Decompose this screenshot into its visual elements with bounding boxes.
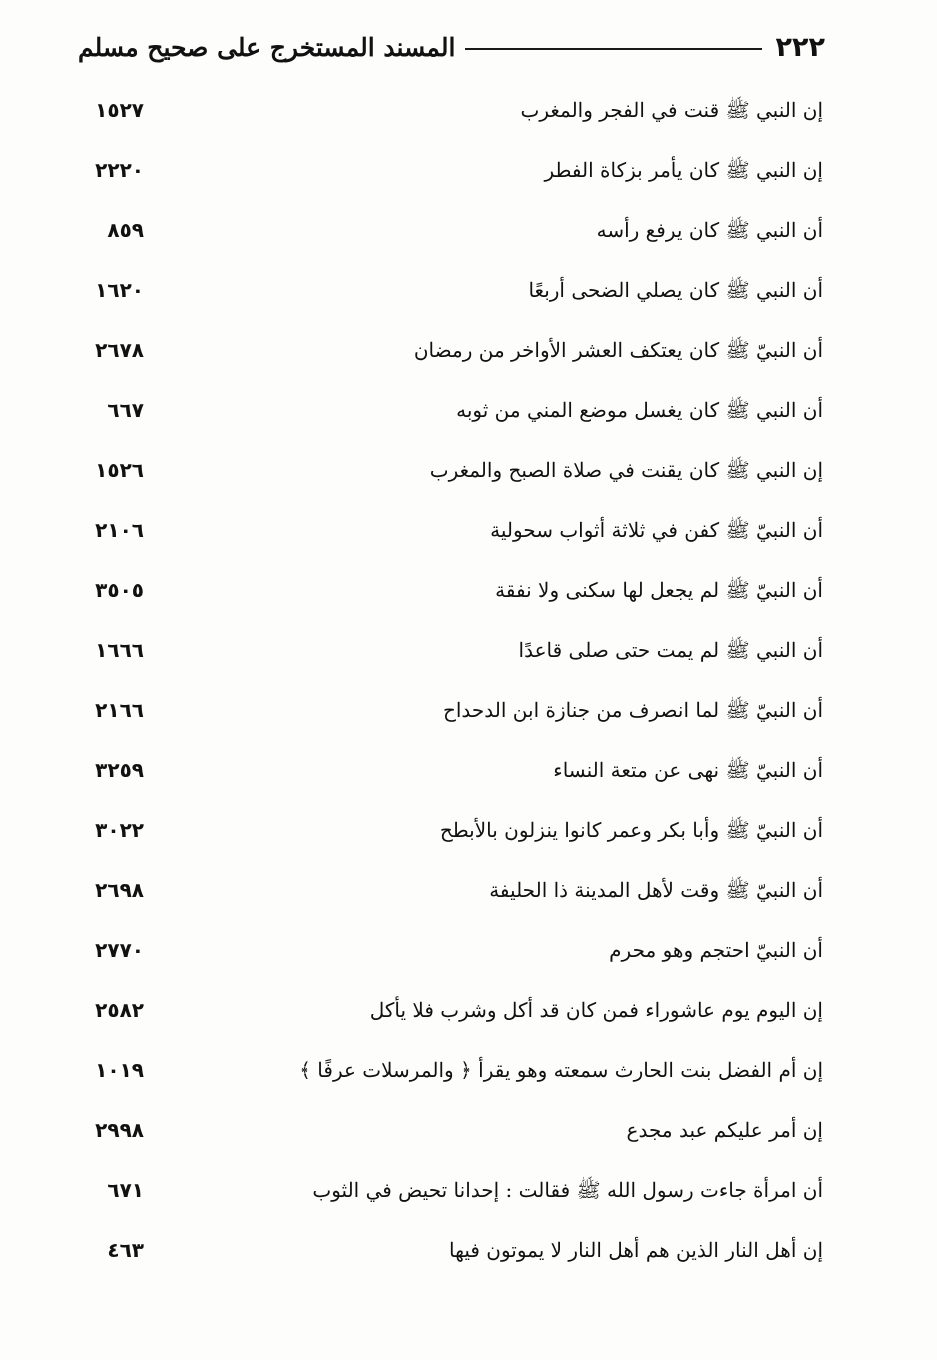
index-entry <box>84 500 823 560</box>
index-entry <box>84 260 823 320</box>
entry-number: ٢١٦٦ <box>95 698 144 722</box>
entry-text: إن النبي ﷺ قنت في الفجر والمغرب <box>520 98 823 122</box>
entry-text: أن النبيّ ﷺ وأبا بكر وعمر كانوا ينزلون بالأبطح <box>439 818 823 842</box>
entry-text: إن أم الفضل بنت الحارث سمعته وهو يقرأ ﴿ والمرسلات عرفًا ﴾ <box>299 1058 823 1082</box>
entry-text: أن النبي ﷺ كان يرفع رأسه <box>596 218 823 242</box>
entry-text: إن أهل النار الذين هم أهل النار لا يموتون فيها <box>449 1238 823 1262</box>
entry-text: إن اليوم يوم عاشوراء فمن كان قد أكل وشرب فلا يأكل <box>369 998 823 1022</box>
entry-number: ٣٢٥٩ <box>95 758 144 782</box>
index-entry <box>84 1160 823 1220</box>
entry-text: إن أمر عليكم عبد مجدع <box>626 1118 823 1142</box>
entry-text: أن النبيّ احتجم وهو محرم <box>609 938 823 962</box>
index-entry <box>84 680 823 740</box>
entry-text: أن النبيّ ﷺ كفن في ثلاثة أثواب سحولية <box>490 518 823 542</box>
running-head <box>78 22 825 72</box>
index-entry <box>84 980 823 1040</box>
entry-number: ١٠١٩ <box>95 1058 144 1082</box>
entry-text: أن النبيّ ﷺ نهى عن متعة النساء <box>553 758 823 782</box>
entry-number: ١٦٦٦ <box>95 638 144 662</box>
entry-number: ٦٦٧ <box>107 398 144 422</box>
page-number: ٢٢٢ <box>775 31 825 63</box>
entry-number: ٢٦٩٨ <box>95 878 144 902</box>
index-entry <box>84 380 823 440</box>
entry-number: ٢٢٢٠ <box>95 158 144 182</box>
index-entry <box>84 860 823 920</box>
index-entry <box>84 1040 823 1100</box>
entry-number: ٢١٠٦ <box>95 518 144 542</box>
entry-text: أن النبيّ ﷺ لم يجعل لها سكنى ولا نفقة <box>495 578 823 602</box>
hadith-index-list <box>84 80 823 1280</box>
index-entry <box>84 80 823 140</box>
entry-number: ٢٥٨٢ <box>95 998 144 1022</box>
index-entry <box>84 920 823 980</box>
book-title: المسند المستخرج على صحيح مسلم <box>78 32 456 62</box>
index-entry <box>84 1220 823 1280</box>
entry-text: أن النبي ﷺ لم يمت حتى صلى قاعدًا <box>518 638 823 662</box>
entry-text: إن النبي ﷺ كان يأمر بزكاة الفطر <box>544 158 823 182</box>
header-rule <box>465 48 761 50</box>
entry-number: ١٥٢٧ <box>95 98 144 122</box>
entry-number: ٢٩٩٨ <box>95 1118 144 1142</box>
entry-text: أن النبي ﷺ كان يصلي الضحى أربعًا <box>528 278 823 302</box>
entry-number: ٢٧٧٠ <box>95 938 144 962</box>
index-entry <box>84 800 823 860</box>
entry-number: ١٦٢٠ <box>95 278 144 302</box>
index-entry <box>84 560 823 620</box>
index-entry <box>84 320 823 380</box>
index-entry <box>84 140 823 200</box>
entry-number: ١٥٢٦ <box>95 458 144 482</box>
index-entry <box>84 740 823 800</box>
entry-text: إن النبي ﷺ كان يقنت في صلاة الصبح والمغرب <box>429 458 823 482</box>
entry-number: ٢٦٧٨ <box>95 338 144 362</box>
entry-text: أن النبي ﷺ كان يغسل موضع المني من ثوبه <box>456 398 823 422</box>
entry-number: ٤٦٣ <box>107 1238 144 1262</box>
index-entry <box>84 620 823 680</box>
entry-number: ٦٧١ <box>107 1178 144 1202</box>
entry-text: أن النبيّ ﷺ كان يعتكف العشر الأواخر من رمضان <box>413 338 823 362</box>
entry-number: ٨٥٩ <box>107 218 144 242</box>
index-entry <box>84 200 823 260</box>
entry-number: ٣٥٠٥ <box>95 578 144 602</box>
entry-text: أن النبيّ ﷺ لما انصرف من جنازة ابن الدحداح <box>442 698 823 722</box>
index-entry <box>84 440 823 500</box>
entry-text: أن النبيّ ﷺ وقت لأهل المدينة ذا الحليفة <box>489 878 823 902</box>
entry-number: ٣٠٢٢ <box>95 818 144 842</box>
index-entry <box>84 1100 823 1160</box>
entry-text: أن امرأة جاءت رسول الله ﷺ فقالت : إحدانا تحيض في الثوب <box>312 1178 823 1202</box>
